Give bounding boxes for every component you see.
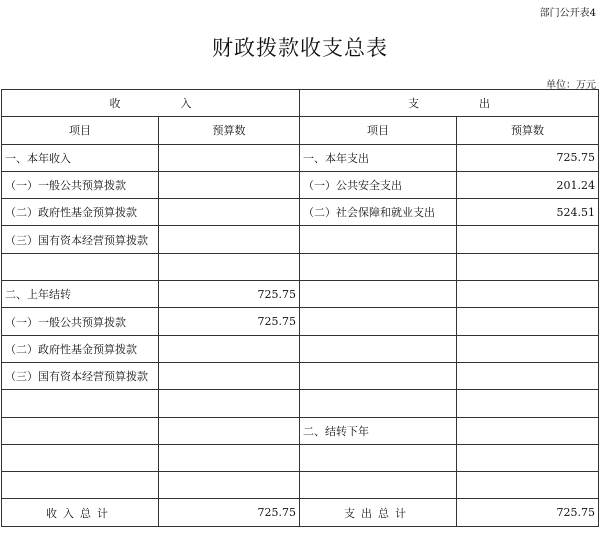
expense-item-cell	[300, 308, 457, 335]
expense-value-cell: 201.24	[457, 171, 599, 198]
income-item-cell: （三）国有资本经营预算拨款	[2, 226, 159, 253]
income-section-header	[2, 90, 300, 117]
column-header-row	[2, 117, 599, 144]
income-value-cell	[159, 390, 300, 417]
income-item-cell: （二）政府性基金预算拨款	[2, 199, 159, 226]
income-item-cell: （三）国有资本经营预算拨款	[2, 362, 159, 389]
expense-item-cell	[300, 444, 457, 471]
income-value-cell	[159, 362, 300, 389]
expense-item-cell: 一、本年支出	[300, 144, 457, 171]
totals-row	[2, 499, 599, 526]
expense-item-cell	[300, 335, 457, 362]
budget-summary-table	[1, 89, 599, 527]
expense-value-cell: 524.51	[457, 199, 599, 226]
income-item-cell	[2, 253, 159, 280]
income-total-value: 725.75	[159, 499, 300, 526]
income-header-char-1: 收	[109, 97, 121, 111]
expense-item-cell	[300, 472, 457, 499]
income-item-cell	[2, 390, 159, 417]
expense-value-cell	[457, 281, 599, 308]
expense-value-cell	[457, 335, 599, 362]
income-value-cell	[159, 417, 300, 444]
table-row	[2, 199, 599, 226]
table-row	[2, 335, 599, 362]
table-row	[2, 417, 599, 444]
expense-item-cell: 二、结转下年	[300, 417, 457, 444]
table-row	[2, 171, 599, 198]
page-title: 财政拨款收支总表	[212, 36, 388, 60]
table-row	[2, 281, 599, 308]
expense-item-cell: （二）社会保障和就业支出	[300, 199, 457, 226]
table-row	[2, 362, 599, 389]
table-row	[2, 444, 599, 471]
expense-value-cell	[457, 472, 599, 499]
expense-section-header	[300, 90, 599, 117]
table-row	[2, 308, 599, 335]
income-value-cell	[159, 144, 300, 171]
expense-item-cell	[300, 362, 457, 389]
expense-total-label: 支出总计	[300, 499, 457, 526]
income-item-cell: 二、上年结转	[2, 281, 159, 308]
expense-value-cell	[457, 417, 599, 444]
table-row	[2, 144, 599, 171]
expense-value-cell	[457, 444, 599, 471]
expense-header-char-2: 出	[479, 97, 490, 111]
expense-item-cell: （一）公共安全支出	[300, 171, 457, 198]
income-item-cell: （二）政府性基金预算拨款	[2, 335, 159, 362]
income-item-cell: （一）一般公共预算拨款	[2, 308, 159, 335]
income-item-cell	[2, 444, 159, 471]
table-row	[2, 226, 599, 253]
income-value-cell	[159, 253, 300, 280]
expense-value-cell	[457, 253, 599, 280]
income-header-char-2: 入	[180, 97, 192, 111]
income-total-label: 收入总计	[2, 499, 159, 526]
income-item-cell: （一）一般公共预算拨款	[2, 171, 159, 198]
income-item-cell: 一、本年收入	[2, 144, 159, 171]
income-value-cell	[159, 444, 300, 471]
income-value-cell	[159, 226, 300, 253]
income-item-header: 项目	[2, 117, 159, 144]
income-item-cell	[2, 472, 159, 499]
expense-item-cell	[300, 281, 457, 308]
expense-item-cell	[300, 253, 457, 280]
expense-total-value: 725.75	[457, 499, 599, 526]
income-value-cell	[159, 472, 300, 499]
expense-value-cell	[457, 390, 599, 417]
income-item-cell	[2, 417, 159, 444]
unit-label: 单位：万元	[546, 80, 596, 91]
table-row	[2, 253, 599, 280]
expense-header-char-1: 支	[408, 97, 419, 111]
expense-value-cell	[457, 226, 599, 253]
expense-item-header: 项目	[300, 117, 457, 144]
expense-budget-header: 预算数	[457, 117, 599, 144]
income-budget-header: 预算数	[159, 117, 300, 144]
section-header-row	[2, 90, 599, 117]
expense-value-cell: 725.75	[457, 144, 599, 171]
income-value-cell	[159, 171, 300, 198]
income-value-cell: 725.75	[159, 308, 300, 335]
income-value-cell	[159, 335, 300, 362]
expense-item-cell	[300, 226, 457, 253]
table-row	[2, 472, 599, 499]
expense-item-cell	[300, 390, 457, 417]
income-value-cell: 725.75	[159, 281, 300, 308]
expense-value-cell	[457, 362, 599, 389]
expense-value-cell	[457, 308, 599, 335]
form-number-label: 部门公开表4	[539, 8, 596, 19]
income-value-cell	[159, 199, 300, 226]
table-row	[2, 390, 599, 417]
